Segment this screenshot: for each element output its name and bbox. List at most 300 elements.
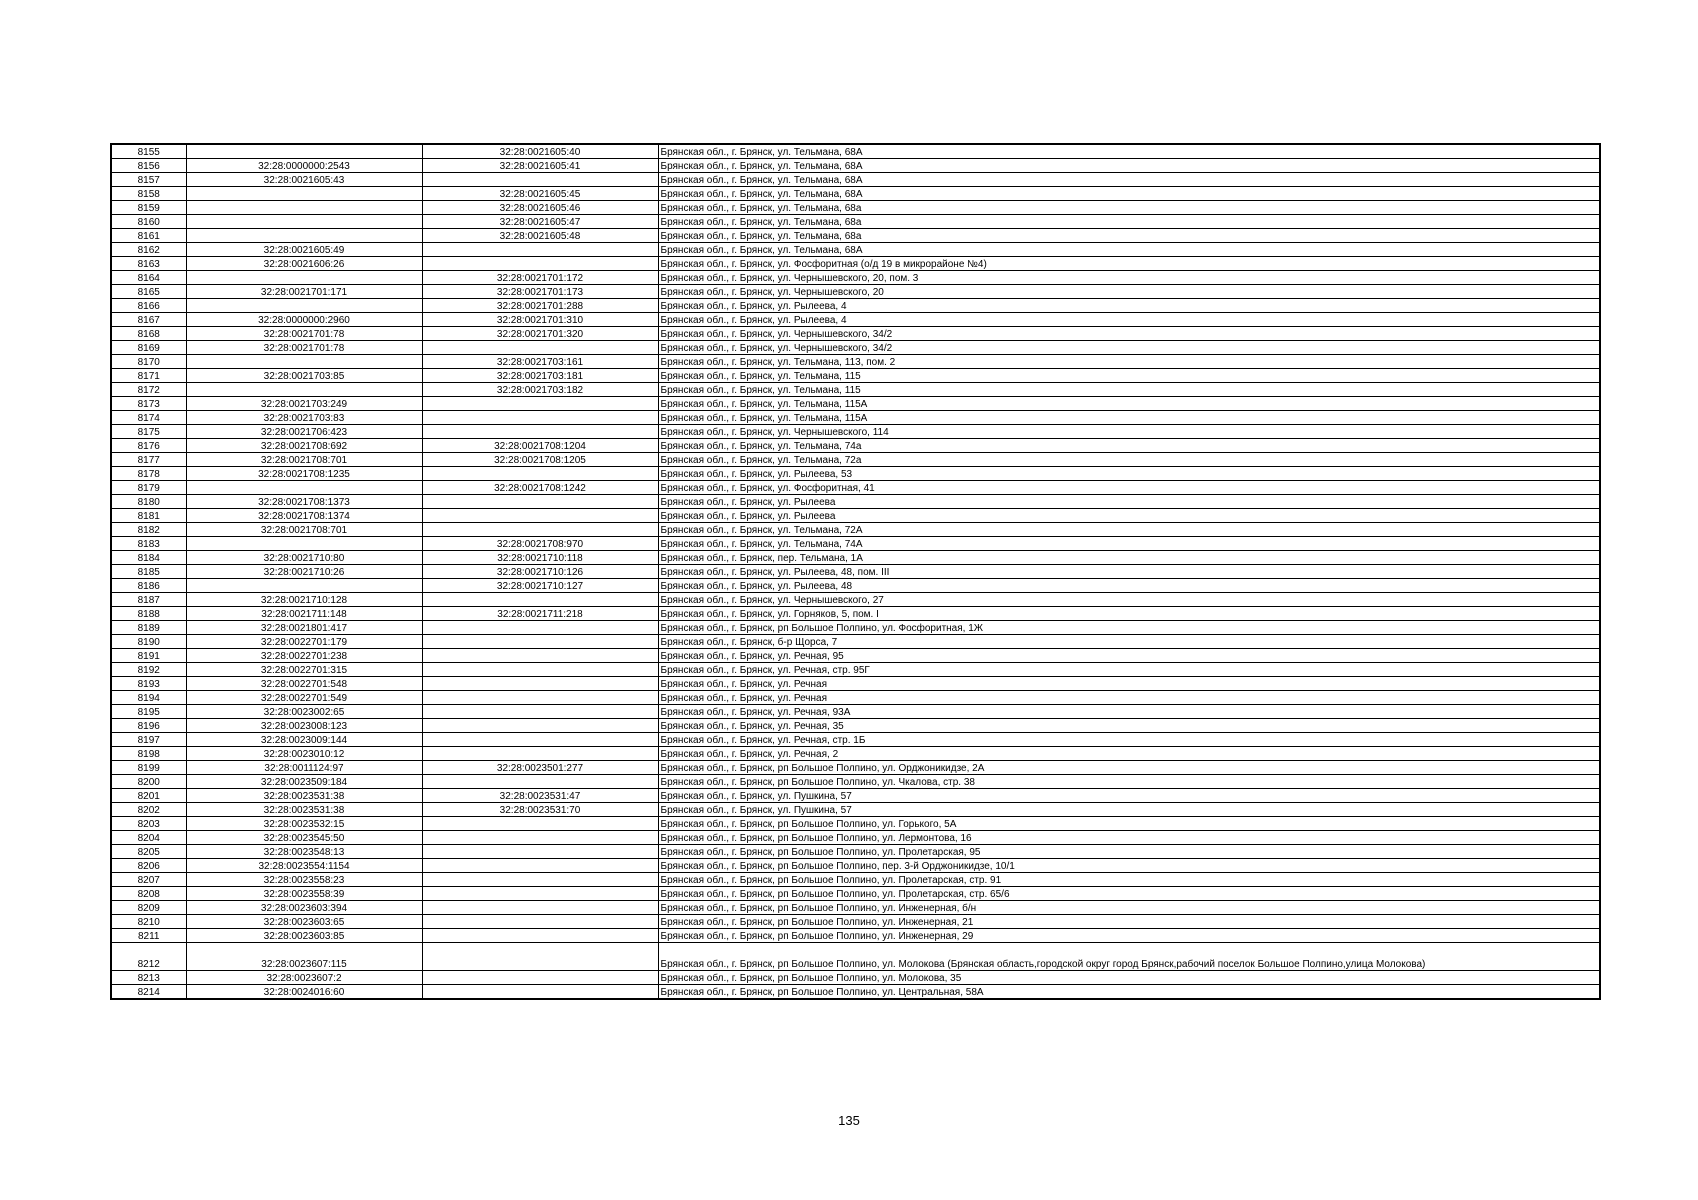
row-number-cell: 8200 <box>111 775 186 789</box>
object-cadastral-number-cell: 32:28:0023501:277 <box>422 761 658 775</box>
object-cadastral-number-cell <box>422 495 658 509</box>
object-cadastral-number-cell <box>422 705 658 719</box>
table-row <box>111 663 1600 677</box>
address-cell: Брянская обл., г. Брянск, ул. Рылеева, 53 <box>658 467 1600 481</box>
address-cell: Брянская обл., г. Брянск, рп Большое Полпино, ул. Пролетарская, стр. 91 <box>658 873 1600 887</box>
table-row <box>111 747 1600 761</box>
table-row <box>111 341 1600 355</box>
cadastral-number-cell: 32:28:0011124:97 <box>186 761 422 775</box>
cadastral-number-cell: 32:28:0021710:128 <box>186 593 422 607</box>
object-cadastral-number-cell: 32:28:0021708:1204 <box>422 439 658 453</box>
cadastral-number-cell: 32:28:0023558:23 <box>186 873 422 887</box>
row-number-cell: 8167 <box>111 313 186 327</box>
address-cell: Брянская обл., г. Брянск, ул. Тельмана, 68А <box>658 173 1600 187</box>
cadastral-number-cell: 32:28:0022701:549 <box>186 691 422 705</box>
row-number-cell: 8160 <box>111 215 186 229</box>
cadastral-number-cell: 32:28:0023532:15 <box>186 817 422 831</box>
cadastral-number-cell: 32:28:0023531:38 <box>186 789 422 803</box>
table-row <box>111 929 1600 943</box>
object-cadastral-number-cell <box>422 747 658 761</box>
object-cadastral-number-cell <box>422 817 658 831</box>
table-row <box>111 985 1600 1000</box>
address-cell: Брянская обл., г. Брянск, ул. Тельмана, 113, пом. 2 <box>658 355 1600 369</box>
row-number-cell: 8169 <box>111 341 186 355</box>
row-number-cell: 8203 <box>111 817 186 831</box>
table-row <box>111 733 1600 747</box>
cadastral-number-cell: 32:28:0021708:1373 <box>186 495 422 509</box>
object-cadastral-number-cell <box>422 341 658 355</box>
row-number-cell: 8168 <box>111 327 186 341</box>
cadastral-number-cell: 32:28:0021701:171 <box>186 285 422 299</box>
address-cell: Брянская обл., г. Брянск, ул. Речная, 35 <box>658 719 1600 733</box>
row-number-cell: 8157 <box>111 173 186 187</box>
address-cell: Брянская обл., г. Брянск, ул. Пушкина, 57 <box>658 803 1600 817</box>
row-number-cell: 8174 <box>111 411 186 425</box>
object-cadastral-number-cell: 32:28:0021703:161 <box>422 355 658 369</box>
object-cadastral-number-cell <box>422 523 658 537</box>
row-number-cell: 8162 <box>111 243 186 257</box>
row-number-cell: 8209 <box>111 901 186 915</box>
cadastral-number-cell: 32:28:0021701:78 <box>186 327 422 341</box>
row-number-cell: 8195 <box>111 705 186 719</box>
row-number-cell: 8187 <box>111 593 186 607</box>
address-cell: Брянская обл., г. Брянск, ул. Тельмана, 74А <box>658 537 1600 551</box>
object-cadastral-number-cell: 32:28:0021605:47 <box>422 215 658 229</box>
object-cadastral-number-cell: 32:28:0021710:127 <box>422 579 658 593</box>
table-row <box>111 761 1600 775</box>
cadastral-number-cell: 32:28:0021708:692 <box>186 439 422 453</box>
cadastral-number-cell: 32:28:0021605:43 <box>186 173 422 187</box>
address-cell: Брянская обл., г. Брянск, ул. Рылеева, 48 <box>658 579 1600 593</box>
cadastral-number-cell: 32:28:0022701:315 <box>186 663 422 677</box>
table-row <box>111 565 1600 579</box>
table-row <box>111 285 1600 299</box>
table-row <box>111 439 1600 453</box>
cadastral-number-cell: 32:28:0023603:394 <box>186 901 422 915</box>
address-cell: Брянская обл., г. Брянск, ул. Чернышевского, 20, пом. 3 <box>658 271 1600 285</box>
table-row <box>111 299 1600 313</box>
object-cadastral-number-cell <box>422 397 658 411</box>
object-cadastral-number-cell <box>422 943 658 971</box>
object-cadastral-number-cell <box>422 509 658 523</box>
cadastral-number-cell <box>186 537 422 551</box>
table-row <box>111 915 1600 929</box>
row-number-cell: 8177 <box>111 453 186 467</box>
address-cell: Брянская обл., г. Брянск, рп Большое Полпино, ул. Лермонтова, 16 <box>658 831 1600 845</box>
row-number-cell: 8214 <box>111 985 186 1000</box>
object-cadastral-number-cell <box>422 411 658 425</box>
cadastral-number-cell: 32:28:0021711:148 <box>186 607 422 621</box>
row-number-cell: 8192 <box>111 663 186 677</box>
address-cell: Брянская обл., г. Брянск, рп Большое Полпино, ул. Инженерная, 21 <box>658 915 1600 929</box>
row-number-cell: 8176 <box>111 439 186 453</box>
object-cadastral-number-cell <box>422 929 658 943</box>
cadastral-number-cell: 32:28:0023002:65 <box>186 705 422 719</box>
object-cadastral-number-cell: 32:28:0021708:1242 <box>422 481 658 495</box>
object-cadastral-number-cell: 32:28:0021708:970 <box>422 537 658 551</box>
row-number-cell: 8191 <box>111 649 186 663</box>
row-number-cell: 8158 <box>111 187 186 201</box>
cadastral-number-cell: 32:28:0021708:1235 <box>186 467 422 481</box>
address-cell: Брянская обл., г. Брянск, ул. Речная <box>658 691 1600 705</box>
object-cadastral-number-cell: 32:28:0021605:41 <box>422 159 658 173</box>
address-cell: Брянская обл., г. Брянск, ул. Речная, 93А <box>658 705 1600 719</box>
table-row <box>111 509 1600 523</box>
object-cadastral-number-cell <box>422 985 658 1000</box>
address-cell: Брянская обл., г. Брянск, рп Большое Полпино, ул. Чкалова, стр. 38 <box>658 775 1600 789</box>
object-cadastral-number-cell: 32:28:0021711:218 <box>422 607 658 621</box>
address-cell: Брянская обл., г. Брянск, ул. Горняков, 5, пом. I <box>658 607 1600 621</box>
row-number-cell: 8159 <box>111 201 186 215</box>
address-cell: Брянская обл., г. Брянск, ул. Речная <box>658 677 1600 691</box>
table-row <box>111 425 1600 439</box>
cadastral-number-cell: 32:28:0021708:701 <box>186 523 422 537</box>
table-row <box>111 411 1600 425</box>
table-row <box>111 943 1600 971</box>
address-cell: Брянская обл., г. Брянск, ул. Пушкина, 57 <box>658 789 1600 803</box>
object-cadastral-number-cell <box>422 971 658 985</box>
row-number-cell: 8166 <box>111 299 186 313</box>
cadastral-number-cell <box>186 299 422 313</box>
row-number-cell: 8202 <box>111 803 186 817</box>
address-cell: Брянская обл., г. Брянск, ул. Тельмана, 74а <box>658 439 1600 453</box>
cadastral-number-cell: 32:28:0023009:144 <box>186 733 422 747</box>
address-cell: Брянская обл., г. Брянск, ул. Тельмана, 68А <box>658 144 1600 159</box>
object-cadastral-number-cell <box>422 719 658 733</box>
row-number-cell: 8190 <box>111 635 186 649</box>
row-number-cell: 8188 <box>111 607 186 621</box>
row-number-cell: 8165 <box>111 285 186 299</box>
row-number-cell: 8212 <box>111 943 186 971</box>
table-row <box>111 719 1600 733</box>
address-cell: Брянская обл., г. Брянск, ул. Рылеева <box>658 509 1600 523</box>
address-cell: Брянская обл., г. Брянск, ул. Речная, стр. 95Г <box>658 663 1600 677</box>
table-row <box>111 243 1600 257</box>
table-row <box>111 621 1600 635</box>
cadastral-number-cell: 32:28:0023010:12 <box>186 747 422 761</box>
object-cadastral-number-cell: 32:28:0021605:46 <box>422 201 658 215</box>
table-row <box>111 159 1600 173</box>
address-cell: Брянская обл., г. Брянск, ул. Речная, стр. 1Б <box>658 733 1600 747</box>
table-row <box>111 607 1600 621</box>
row-number-cell: 8198 <box>111 747 186 761</box>
object-cadastral-number-cell: 32:28:0021703:181 <box>422 369 658 383</box>
address-cell: Брянская обл., г. Брянск, ул. Рылеева, 4 <box>658 299 1600 313</box>
address-cell: Брянская обл., г. Брянск, ул. Тельмана, 115 <box>658 383 1600 397</box>
cadastral-number-cell <box>186 579 422 593</box>
table-row <box>111 229 1600 243</box>
row-number-cell: 8175 <box>111 425 186 439</box>
cadastral-number-cell <box>186 383 422 397</box>
row-number-cell: 8213 <box>111 971 186 985</box>
row-number-cell: 8201 <box>111 789 186 803</box>
cadastral-number-cell <box>186 144 422 159</box>
object-cadastral-number-cell: 32:28:0021708:1205 <box>422 453 658 467</box>
table-row <box>111 887 1600 901</box>
object-cadastral-number-cell: 32:28:0021701:288 <box>422 299 658 313</box>
cadastral-number-cell <box>186 215 422 229</box>
address-cell: Брянская обл., г. Брянск, ул. Фосфоритная, 41 <box>658 481 1600 495</box>
row-number-cell: 8185 <box>111 565 186 579</box>
row-number-cell: 8171 <box>111 369 186 383</box>
table-row <box>111 523 1600 537</box>
address-cell: Брянская обл., г. Брянск, ул. Тельмана, 115 <box>658 369 1600 383</box>
address-cell: Брянская обл., г. Брянск, ул. Рылеева, 4 <box>658 313 1600 327</box>
cadastral-number-cell <box>186 201 422 215</box>
cadastral-number-cell: 32:28:0023548:13 <box>186 845 422 859</box>
address-cell: Брянская обл., г. Брянск, ул. Чернышевского, 20 <box>658 285 1600 299</box>
cadastral-number-cell: 32:28:0021710:80 <box>186 551 422 565</box>
object-cadastral-number-cell <box>422 621 658 635</box>
row-number-cell: 8199 <box>111 761 186 775</box>
object-cadastral-number-cell <box>422 593 658 607</box>
table-row <box>111 593 1600 607</box>
address-cell: Брянская обл., г. Брянск, рп Большое Полпино, ул. Фосфоритная, 1Ж <box>658 621 1600 635</box>
table-row <box>111 355 1600 369</box>
cadastral-number-cell: 32:28:0021703:83 <box>186 411 422 425</box>
object-cadastral-number-cell <box>422 677 658 691</box>
row-number-cell: 8205 <box>111 845 186 859</box>
cadastral-number-cell: 32:28:0021703:249 <box>186 397 422 411</box>
address-cell: Брянская обл., г. Брянск, рп Большое Полпино, ул. Орджоникидзе, 2А <box>658 761 1600 775</box>
cadastral-number-cell: 32:28:0022701:238 <box>186 649 422 663</box>
address-cell: Брянская обл., г. Брянск, ул. Чернышевского, 34/2 <box>658 341 1600 355</box>
address-cell: Брянская обл., г. Брянск, ул. Тельмана, 72а <box>658 453 1600 467</box>
address-cell: Брянская обл., г. Брянск, ул. Тельмана, 68а <box>658 215 1600 229</box>
table-row <box>111 481 1600 495</box>
cadastral-number-cell <box>186 229 422 243</box>
table-row <box>111 144 1600 159</box>
address-cell: Брянская обл., г. Брянск, рп Большое Полпино, ул. Инженерная, 29 <box>658 929 1600 943</box>
cadastral-number-cell: 32:28:0023603:65 <box>186 915 422 929</box>
row-number-cell: 8189 <box>111 621 186 635</box>
address-cell: Брянская обл., г. Брянск, ул. Тельмана, 115А <box>658 411 1600 425</box>
page-number: 135 <box>838 1113 860 1128</box>
row-number-cell: 8161 <box>111 229 186 243</box>
cadastral-number-cell: 32:28:0023554:1154 <box>186 859 422 873</box>
cadastral-number-cell: 32:28:0021701:78 <box>186 341 422 355</box>
address-cell: Брянская обл., г. Брянск, ул. Чернышевского, 27 <box>658 593 1600 607</box>
table-row <box>111 369 1600 383</box>
address-cell: Брянская обл., г. Брянск, ул. Чернышевского, 114 <box>658 425 1600 439</box>
row-number-cell: 8193 <box>111 677 186 691</box>
object-cadastral-number-cell: 32:28:0023531:47 <box>422 789 658 803</box>
row-number-cell: 8207 <box>111 873 186 887</box>
table-row <box>111 327 1600 341</box>
table-row <box>111 579 1600 593</box>
address-cell: Брянская обл., г. Брянск, рп Большое Полпино, ул. Горького, 5А <box>658 817 1600 831</box>
address-cell: Брянская обл., г. Брянск, рп Большое Полпино, ул. Пролетарская, стр. 65/6 <box>658 887 1600 901</box>
cadastral-number-cell <box>186 481 422 495</box>
object-cadastral-number-cell: 32:28:0021605:48 <box>422 229 658 243</box>
table-row <box>111 901 1600 915</box>
cadastral-number-cell: 32:28:0023603:85 <box>186 929 422 943</box>
object-cadastral-number-cell <box>422 635 658 649</box>
table-row <box>111 313 1600 327</box>
object-cadastral-number-cell: 32:28:0021605:45 <box>422 187 658 201</box>
cadastral-number-cell: 32:28:0023607:115 <box>186 943 422 971</box>
row-number-cell: 8180 <box>111 495 186 509</box>
row-number-cell: 8163 <box>111 257 186 271</box>
address-cell: Брянская обл., г. Брянск, рп Большое Полпино, пер. 3-й Орджоникидзе, 10/1 <box>658 859 1600 873</box>
table-row <box>111 173 1600 187</box>
row-number-cell: 8208 <box>111 887 186 901</box>
address-cell: Брянская обл., г. Брянск, рп Большое Полпино, ул. Пролетарская, 95 <box>658 845 1600 859</box>
address-cell: Брянская обл., г. Брянск, ул. Тельмана, 68А <box>658 187 1600 201</box>
object-cadastral-number-cell <box>422 467 658 481</box>
object-cadastral-number-cell: 32:28:0021701:172 <box>422 271 658 285</box>
table-row <box>111 831 1600 845</box>
table-row <box>111 859 1600 873</box>
address-cell: Брянская обл., г. Брянск, ул. Речная, 95 <box>658 649 1600 663</box>
address-cell: Брянская обл., г. Брянск, ул. Фосфоритная (о/д 19 в микрорайоне №4) <box>658 257 1600 271</box>
object-cadastral-number-cell <box>422 243 658 257</box>
row-number-cell: 8206 <box>111 859 186 873</box>
object-cadastral-number-cell: 32:28:0021701:320 <box>422 327 658 341</box>
table-row <box>111 649 1600 663</box>
object-cadastral-number-cell <box>422 775 658 789</box>
table-row <box>111 215 1600 229</box>
row-number-cell: 8204 <box>111 831 186 845</box>
row-number-cell: 8183 <box>111 537 186 551</box>
object-cadastral-number-cell <box>422 691 658 705</box>
table-row <box>111 789 1600 803</box>
table-row <box>111 817 1600 831</box>
row-number-cell: 8181 <box>111 509 186 523</box>
cadastral-number-cell: 32:28:0023531:38 <box>186 803 422 817</box>
row-number-cell: 8179 <box>111 481 186 495</box>
row-number-cell: 8211 <box>111 929 186 943</box>
row-number-cell: 8194 <box>111 691 186 705</box>
object-cadastral-number-cell: 32:28:0023531:70 <box>422 803 658 817</box>
object-cadastral-number-cell <box>422 887 658 901</box>
row-number-cell: 8182 <box>111 523 186 537</box>
address-cell: Брянская обл., г. Брянск, пер. Тельмана, 1А <box>658 551 1600 565</box>
row-number-cell: 8196 <box>111 719 186 733</box>
cadastral-number-cell <box>186 187 422 201</box>
cadastral-number-cell: 32:28:0021708:1374 <box>186 509 422 523</box>
address-cell: Брянская обл., г. Брянск, ул. Чернышевского, 34/2 <box>658 327 1600 341</box>
table-row <box>111 677 1600 691</box>
table-row <box>111 467 1600 481</box>
cadastral-number-cell: 32:28:0000000:2960 <box>186 313 422 327</box>
object-cadastral-number-cell: 32:28:0021703:182 <box>422 383 658 397</box>
cadastral-number-cell: 32:28:0000000:2543 <box>186 159 422 173</box>
table-row <box>111 873 1600 887</box>
object-cadastral-number-cell <box>422 859 658 873</box>
address-cell: Брянская обл., г. Брянск, ул. Речная, 2 <box>658 747 1600 761</box>
address-cell: Брянская обл., г. Брянск, рп Большое Полпино, ул. Центральная, 58А <box>658 985 1600 1000</box>
row-number-cell: 8173 <box>111 397 186 411</box>
object-cadastral-number-cell <box>422 663 658 677</box>
address-cell: Брянская обл., г. Брянск, ул. Тельмана, 72А <box>658 523 1600 537</box>
table-row <box>111 383 1600 397</box>
cadastral-number-cell: 32:28:0021605:49 <box>186 243 422 257</box>
address-cell: Брянская обл., г. Брянск, ул. Рылеева, 48, пом. III <box>658 565 1600 579</box>
table-row <box>111 453 1600 467</box>
cadastral-number-cell: 32:28:0024016:60 <box>186 985 422 1000</box>
cadastral-number-cell: 32:28:0023607:2 <box>186 971 422 985</box>
address-cell: Брянская обл., г. Брянск, ул. Тельмана, 68а <box>658 201 1600 215</box>
cadastral-number-cell <box>186 355 422 369</box>
object-cadastral-number-cell <box>422 873 658 887</box>
table-row <box>111 397 1600 411</box>
row-number-cell: 8197 <box>111 733 186 747</box>
row-number-cell: 8172 <box>111 383 186 397</box>
address-cell: Брянская обл., г. Брянск, рп Большое Полпино, ул. Инженерная, б/н <box>658 901 1600 915</box>
object-cadastral-number-cell: 32:28:0021605:40 <box>422 144 658 159</box>
object-cadastral-number-cell <box>422 901 658 915</box>
object-cadastral-number-cell: 32:28:0021710:126 <box>422 565 658 579</box>
address-cell: Брянская обл., г. Брянск, рп Большое Полпино, ул. Молокова, 35 <box>658 971 1600 985</box>
table-row <box>111 201 1600 215</box>
table-row <box>111 635 1600 649</box>
address-cell: Брянская обл., г. Брянск, ул. Тельмана, 115А <box>658 397 1600 411</box>
cadastral-number-cell: 32:28:0023008:123 <box>186 719 422 733</box>
property-table <box>110 143 1601 1000</box>
object-cadastral-number-cell: 32:28:0021701:310 <box>422 313 658 327</box>
address-cell: Брянская обл., г. Брянск, ул. Рылеева <box>658 495 1600 509</box>
table-row <box>111 187 1600 201</box>
table-row <box>111 775 1600 789</box>
cadastral-number-cell: 32:28:0021606:26 <box>186 257 422 271</box>
row-number-cell: 8210 <box>111 915 186 929</box>
object-cadastral-number-cell: 32:28:0021701:173 <box>422 285 658 299</box>
table-row <box>111 551 1600 565</box>
object-cadastral-number-cell <box>422 257 658 271</box>
object-cadastral-number-cell <box>422 915 658 929</box>
object-cadastral-number-cell <box>422 831 658 845</box>
row-number-cell: 8170 <box>111 355 186 369</box>
address-cell: Брянская обл., г. Брянск, рп Большое Полпино, ул. Молокова (Брянская область,городской округ город Брянск,рабочий поселок Большое Полпино,улица Молокова) <box>658 943 1600 971</box>
object-cadastral-number-cell: 32:28:0021710:118 <box>422 551 658 565</box>
cadastral-number-cell: 32:28:0021801:417 <box>186 621 422 635</box>
row-number-cell: 8178 <box>111 467 186 481</box>
table-row <box>111 705 1600 719</box>
row-number-cell: 8156 <box>111 159 186 173</box>
cadastral-number-cell: 32:28:0022701:179 <box>186 635 422 649</box>
table-row <box>111 257 1600 271</box>
cadastral-number-cell: 32:28:0023509:184 <box>186 775 422 789</box>
table-row <box>111 691 1600 705</box>
table-row <box>111 271 1600 285</box>
object-cadastral-number-cell <box>422 845 658 859</box>
cadastral-number-cell: 32:28:0021710:26 <box>186 565 422 579</box>
row-number-cell: 8186 <box>111 579 186 593</box>
address-cell: Брянская обл., г. Брянск, ул. Тельмана, 68А <box>658 243 1600 257</box>
cadastral-number-cell: 32:28:0021708:701 <box>186 453 422 467</box>
cadastral-number-cell: 32:28:0021706:423 <box>186 425 422 439</box>
table-row <box>111 803 1600 817</box>
table-row <box>111 495 1600 509</box>
cadastral-number-cell: 32:28:0022701:548 <box>186 677 422 691</box>
row-number-cell: 8164 <box>111 271 186 285</box>
object-cadastral-number-cell <box>422 733 658 747</box>
object-cadastral-number-cell <box>422 649 658 663</box>
cadastral-number-cell: 32:28:0023545:50 <box>186 831 422 845</box>
address-cell: Брянская обл., г. Брянск, ул. Тельмана, 68а <box>658 229 1600 243</box>
table-row <box>111 971 1600 985</box>
address-cell: Брянская обл., г. Брянск, ул. Тельмана, 68А <box>658 159 1600 173</box>
table-row <box>111 845 1600 859</box>
cadastral-number-cell: 32:28:0023558:39 <box>186 887 422 901</box>
table-body <box>111 144 1600 999</box>
row-number-cell: 8155 <box>111 144 186 159</box>
object-cadastral-number-cell <box>422 173 658 187</box>
object-cadastral-number-cell <box>422 425 658 439</box>
cadastral-number-cell: 32:28:0021703:85 <box>186 369 422 383</box>
cadastral-number-cell <box>186 271 422 285</box>
